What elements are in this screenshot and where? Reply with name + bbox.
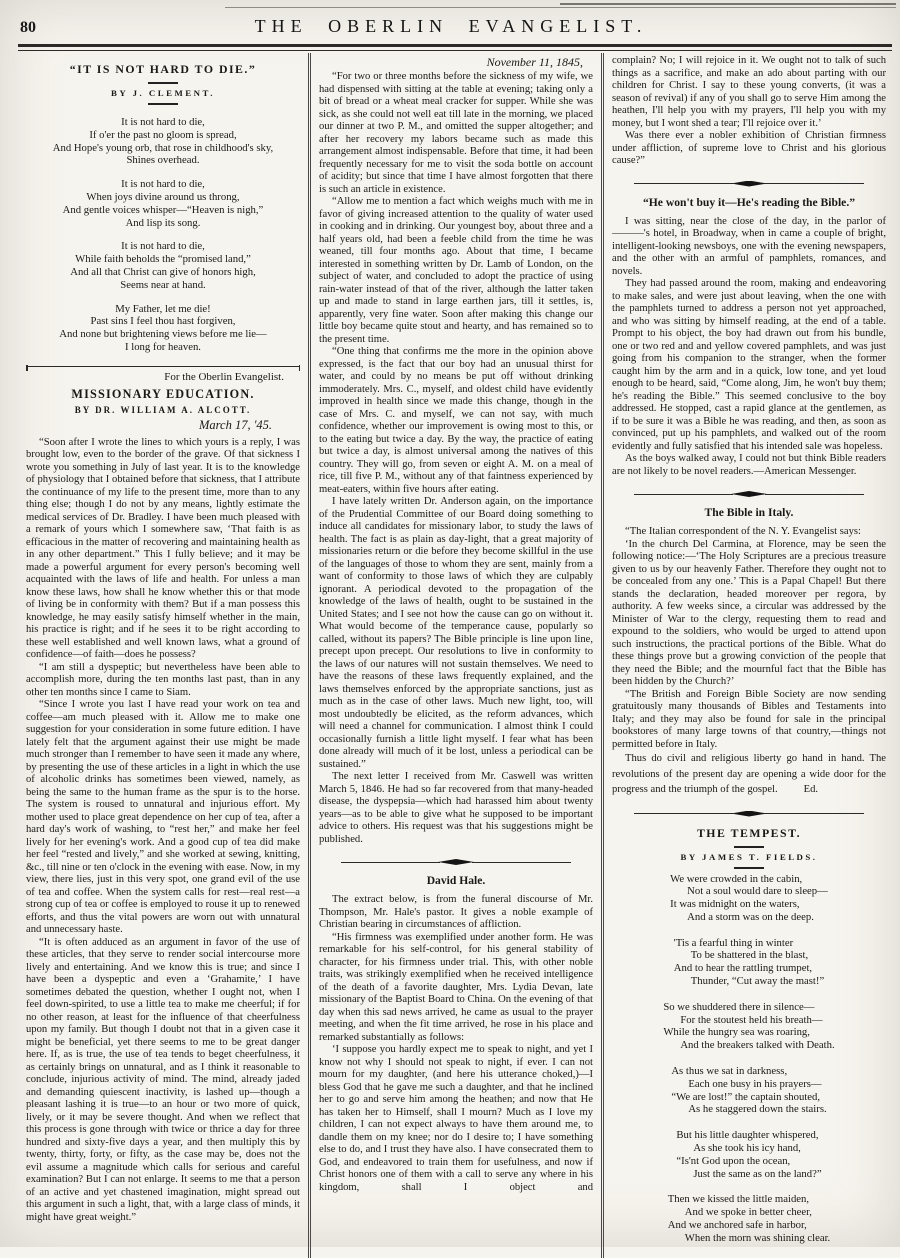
tempest-title: THE TEMPEST.: [696, 825, 802, 840]
poem-line: I long for heaven.: [125, 340, 201, 353]
poem-line: Seems near at hand.: [120, 278, 206, 291]
poem-line: While the hungry sea was roaring,: [663, 1026, 810, 1039]
poem-stanza: [676, 1129, 821, 1180]
poem-line: But his little daughter whispered,: [676, 1129, 819, 1142]
tempest-byline: BY JAMES T. FIELDS.: [680, 851, 818, 862]
paragraph: ‘I suppose you hardly expect me to speak to night, and yet I know not why I should not speak to night, if ever. I can not mourn for my daughter, (and here his utterance choked,)—I bless God that he gave me such a daughter, and that he inclined her to go and serve him among the heathen; and now that He has taken her to Himself, shall I mourn? Much as I love my children, I can not expect always to have them around me, to dandle them on my knee; nor do I desire to; I have something else to do, and I trust they have also. I have consecrated them to God, and endeavored to train them for usefulness, and now if Christ honors one of them with a call to serve any where in his kingdom, shall I object and: [319, 1044, 593, 1193]
bible-in-italy-title: The Bible in Italy.: [704, 506, 794, 519]
poem-line: And to hear the rattling trumpet,: [673, 962, 813, 975]
page-number: 80: [20, 19, 36, 36]
diamond-ornament-icon: [731, 811, 767, 817]
paragraph: “Allow me to mention a fact which weighs much with me in favor of giving increased attention to the quality of water used in cooking and in drinking. Our youngest boy, about three and a half years old, had been a feeble child from the time he was weaned, till four months ago. About that time, I became interested in something written by Dr. Lamb of London, on the subject of water, and concluded to adopt the practice of using rain-water instead of that of the river, although the latter taken up and made to stand in large earthen jars, till it settles, is, apparently, very fine water. Soon after making this change our little boy became quite stout and hearty, and has remained so to the present time.: [319, 196, 593, 345]
paragraph: “Soon after I wrote the lines to which yours is a reply, I was brought low, even to the border of the grave. Of that sickness I wrote you something in July of last year. It is to the knowledge of physiology that I obtained before that sickness, that I attribute the continuance of my life to the present time, more than to any thing else; though I do not by any means, lightly estimate the medical services of Dr. Bradley. I have been much pleased with a remark of yours which I somewhere saw, ‘That faith is as efficacious in the matter of recovering and maintaining health as in any other department.” This I fully believe; and it may be made a powerful argument for every person's becoming well acquainted with the laws of life and health. For unless a man know these laws, how shall he know whether this or that mode of living be in conformity with them? But if a man possess this knowledge, he may easily satisfy himself whether in the main, his practice is right; and if he sees it to be right according to these well established and well known laws, what a ground of confidence—of faith—does he possess?: [26, 436, 300, 661]
poem-stanza: [663, 1001, 834, 1052]
paragraph: As the boys walked away, I could not but think Bible readers are not likely to be novel readers.—American Messenger.: [612, 453, 886, 477]
david-hale-title: David Hale.: [426, 874, 486, 887]
paragraph: “One thing that confirms me the more in the opinion above expressed, is the fact that our boy had an unusual thirst for water, and could by no means be put off without drinking immoderately. Mrs. C., myself, and oldest child have evidently improved in health since we made this change, though in the case of Mrs. C. and myself, we can not say, with much confidence, whether our improvement is owing most to this, or to the eating but twice a day. By the way, the practice of eating but twice a day, is almost universal among the natives of this country. They will go, from seven or eight A. M. on a meal of rice, till five P. M., without any of that faintness experienced by meat-eaters, within five hours after eating.: [319, 346, 593, 495]
poem-line: If o'er the past no gloom is spread,: [89, 128, 237, 141]
short-rule: [148, 103, 178, 105]
paragraph: “The Italian correspondent of the N. Y. Evangelist says:: [625, 526, 861, 537]
paragraph: They had passed around the room, making and endeavoring to make sales, and were just about leaving, when the one with the pamphlets turned to address a person not yet approached, and who was sitting by himself reading, at the end of a table. Prompt to his object, the boy had drawn out from his bundle, one or two red and and yellow covered pamphlets, and was just going from his companion to the stranger, when the former caught him by the arm and in a quick, low tone, and yet loud enough to be heard, said, “Come along, Jim, he won't buy them; he's reading the Bible.” This seemed conclusive to the boy addressed. He stopped, cast a rapid glance at the gentlemen, as if to be sure it was a Bible he was reading, and then, as soon as convinced, put up his pamphlets, and walked out of the room evidently and fully satisfied that his intended sale was hopeless.: [612, 278, 886, 452]
column-1: [18, 53, 308, 1258]
article-title: MISSIONARY EDUCATION.: [71, 386, 255, 401]
he-wont-buy-it-body: [612, 216, 886, 479]
poem-stanza: [671, 1065, 826, 1116]
poem-line: So we shuddered there in silence—: [663, 1000, 815, 1013]
poem-line: While faith beholds the “promised land,”: [75, 253, 251, 266]
poem-line: It is not hard to die,: [121, 178, 205, 191]
poem-line: “We are lost!” the captain shouted,: [671, 1090, 821, 1103]
poem-stanza: [26, 240, 300, 291]
article-attribution: For the Oberlin Evangelist.: [164, 370, 284, 383]
poem-line: When joys divine around us throng,: [86, 190, 240, 203]
page-header: [0, 0, 900, 41]
poem-line: My Father, let me die!: [115, 302, 211, 315]
poem-line: And we spoke in better cheer,: [684, 1206, 812, 1219]
poem-line: As thus we sat in darkness,: [671, 1065, 788, 1078]
poem-line: Thunder, “Cut away the mast!”: [690, 975, 825, 988]
section-divider: [634, 811, 864, 817]
paragraph: [612, 751, 886, 798]
poem-line: Each one busy in his prayers—: [688, 1077, 822, 1090]
poem-line: As she took his icy hand,: [693, 1142, 801, 1155]
poem-byline: BY J. CLEMENT.: [111, 88, 215, 98]
paragraph: “Since I wrote you last I have read your work on tea and coffee—am much pleased with it. Allow me to make one suggestion for your consideration in some future edition. I have lately felt that the argument against their use might be made much stronger than I remember to have seen it made any where, by presenting the use of these articles in a light in which the use of alcoholic drinks has sometimes been viewed, namely, as being the same to the human frame as the spur is to the horse. The system is roused to unnatural and injurious effort. My mother used to place great dependence on her cup of tea, after a hard day's work of washing, to “rest her,” and make her feel lively for her evening's work. And a good cup of tea did make her feel “rested and lively,” and she worked at sewing, knitting, &c., till nine or ten o'clock in the evening with ease. Now, in my view, there lies, just in this very spot, one grand evil of the use of tea and coffee. When the system calls for rest—real rest—a strong cup of tea or coffee is employed to rouse it up to renewed efforts, and thus the vital powers are worn out with unnatural and unnecessary haste.: [26, 699, 300, 936]
short-rule: [734, 867, 764, 869]
poem-line: Just the same as on the land?”: [693, 1167, 822, 1180]
poem-line: When the morn was shining clear.: [684, 1231, 831, 1244]
poem-line: 'Tis a fearful thing in winter: [673, 936, 794, 949]
paragraph: complain? No; I will rejoice in it. We ought not to talk of such things as a sacrifice, and make an ado about parting with our children for Christ. I say to these young converts, (it was a season of revival) if any of you shall go to serve Him among the heathen, I'll help you with my prayers, I'll help you with my money, but I wont shed a tear; I'll rejoice over it.’: [612, 55, 886, 129]
poem-line: As he staggered down the stairs.: [688, 1103, 827, 1116]
poem-the-tempest: [612, 873, 886, 1245]
poem-line: And a storm was on the deep.: [687, 910, 814, 923]
paragraph: “It is often adduced as an argument in favor of the use of these articles, that they serve to render social intercourse more lively and entertaining. And we know this is true; and since I have been a dyspeptic and even a ‘Grahamite,’ I have sometimes debated the question, whether I ought not, when I feel down-spirited, to use a little tea to make me cheerful; if for no other reason, at least for the influence of that cheerfulness upon my family. But though I doubt not that in a given case it might be beneficial, yet there seems to me to be great danger here. If, as is true, the use of tea tends to beget cheerfulness, it as certainly brings on unnatural, and as I think it reasonable to conclude, injurious activity of mind. The mind, already jaded and demanding quiescent inactivity, is lashed up—though a pleasant lashing it is true—to an hour or two more of quick, lively, or it may be severe thought. And when we reflect that this process is gone through with twice or thrice a day for three hundred and sixty-five days a year, and then multiply this by twenty, thirty, forty, or fifty, as the case may be, does not the evil assume a magnitude which calls for serious and careful examination? But I can not enlarge. It seems to me that a person of an active and yet chastened imagination, might spread out this argument in such a light, that, with a large class of minds, it might have great weight.”: [26, 936, 300, 1223]
poem-line: It is not hard to die,: [121, 240, 205, 253]
poem-line: Shines overhead.: [126, 154, 200, 167]
paragraph: “The British and Foreign Bible Society are now sending gratuitously many thousands of Bibles and Testaments into Italy; and they may also be found for sale in the principal bookstores of many large towns of that country,—things not permitted before in Italy.: [612, 688, 886, 750]
poem-stanza: [670, 873, 828, 924]
section-divider: [634, 491, 864, 497]
paragraph: The next letter I received from Mr. Caswell was written March 5, 1846. He had so far recovered from that many-headed disease, the dyspepsia—which had harassed him about twenty years—as to be able to give what he supposed to be important advice to others. His request was that his suggestions might be published.: [319, 771, 593, 845]
column-2: [308, 53, 601, 1258]
letter-continuation-body: [319, 71, 593, 846]
masthead-rule: [18, 44, 892, 51]
diamond-ornament-icon: [438, 859, 474, 865]
poem-line: And Hope's young orb, that rose in childhood's sky,: [52, 141, 274, 154]
paragraph: “I am still a dyspeptic; but nevertheless have been able to accomplish more, during the ten months last past, than in any other ten months since I came to Siam.: [26, 661, 300, 698]
poem-line: “Is'nt God upon the ocean,: [676, 1154, 791, 1167]
poem-not-hard-to-die: [26, 116, 300, 354]
poem-stanza: [668, 1193, 830, 1244]
poem-line: For the stoutest held his breath—: [680, 1013, 823, 1026]
poem-line: And gentle voices whisper—“Heaven is nigh,”: [62, 203, 264, 216]
paragraph: The extract below, is from the funeral discourse of Mr. Thompson, Mr. Hale's pastor. It gives a noble example of Christian bearing in circumstances of affliction.: [319, 894, 593, 930]
paragraph: Was there ever a nobler exhibition of Christian firmness under affliction, of supreme love to Christ and his glorious cause?”: [612, 130, 886, 166]
david-hale-body: [319, 894, 593, 1044]
paragraph: “For two or three months before the sickness of my wife, we had dispensed with sitting at the table at evening; taking only a bit of bread or a wheat meal cracker for supper. While she was sick, as she could not well eat till late in the morning, we placed our dinner at two P. M., and omitted the supper altogether; and after her recovery my labors became such as made this arrangement almost indispensable. Before that time, it had been frequently necessary for me to visit the soda bottle on account of acidity; but since that time I have almost forgotten that there is such an article in existence.: [319, 71, 593, 195]
letter-dateline: March 17, '45.: [198, 417, 272, 432]
poem-line: Not a soul would dare to sleep—: [687, 885, 828, 898]
poem-line: Then we kissed the little maiden,: [667, 1193, 810, 1206]
editor-signature: Ed.: [803, 784, 819, 795]
diamond-ornament-icon: [731, 181, 767, 187]
poem-line: And the breakers talked with Death.: [680, 1039, 835, 1052]
poem-stanza: [26, 178, 300, 229]
poem-stanza: [674, 937, 824, 988]
missionary-education-body: [26, 437, 300, 1225]
poem-stanza: [26, 303, 300, 354]
columns-container: [0, 51, 900, 1258]
poem-line: And lisp its song.: [125, 216, 201, 229]
section-divider: [634, 181, 864, 187]
he-wont-buy-it-title: “He won't buy it—He's reading the Bible.”: [642, 195, 856, 209]
poem-line: To be shattered in the blast,: [690, 949, 809, 962]
bible-in-italy-body: [612, 526, 886, 751]
article-separator-rule: [26, 366, 300, 367]
paragraph: I was sitting, near the close of the day, in the parlor of ———'s hotel, in Broadway, when in came a couple of bright, intelligent-looking newsboys, one with the evening newspapers, and the other with an armful of pamphlets, romances, and novels.: [612, 215, 886, 277]
letter-continuation-dateline: November 11, 1845,: [486, 55, 583, 69]
poem-stanza: [26, 116, 300, 167]
diamond-ornament-icon: [731, 491, 767, 497]
poem-line: It was midnight on the waters,: [670, 898, 800, 911]
poem-line: And all that Christ can give of honors high,: [70, 265, 256, 278]
paragraph: “His firmness was exemplified under another form. He was remarkable for his self-control, for his general stability of character, for his firmness under trial. This, with other noble traits, was strikingly exemplified when he received intelligence of the death of a favorite daughter, Mrs. Lydia Devan, late missionary of the Baptist Board to China. On the evening of that day when this sad news arrived, he came as usual to the prayer meeting, and when the fit time arrived, he rose in his place and remarked substantially as follows:: [319, 931, 593, 1043]
poem-line: It is not hard to die,: [121, 116, 205, 128]
section-divider: [341, 859, 571, 865]
poem-line: We were crowded in the cabin,: [670, 872, 803, 885]
masthead-title: THE OBERLIN EVANGELIST.: [254, 16, 648, 36]
short-rule: [148, 82, 178, 84]
paragraph: ‘In the church Del Carmina, at Florence, may be seen the following notice:—‘The Holy Scriptures are a precious treasure given to us by our heavenly Father. Therefore they ought not to be concealed from any one.’ This is a Papal Chapel! But there stands the declaration, headed moreover per regora, by authority. A few weeks since, a circular was addressed by the Minister of War to the clergy, requesting them to read and expound to the soldiers, who would be urged to attend upon such instructions, the practical portions of the Bible. What do these things prove but a growing conviction of the people that they need the Bible; and the mournful fact that the Bible has been hidden by the Church?’: [612, 538, 886, 687]
article-byline: BY DR. WILLIAM A. ALCOTT.: [74, 404, 252, 415]
short-rule: [734, 846, 764, 848]
paragraph: I have lately written Dr. Anderson again, on the importance of the Prudential Committee of our Board doing something to induce all candidates for missionary labor, to study the laws of health. The fact is as plain as day-light, that a great majority of missionaries return or die before they become skillful in the use of the languages of those to whom they are sent, mainly from a want of conformity to those laws of which they are culpably ignorant. A periodical devoted to the propagation of the knowledge of the laws of health, ought to be sustained in the United States; and I see not how the cause can go on without it. What would become of the temperance cause, popularly so called, without its papers? The Bible principle is line upon line, precept upon precept. Our resolutions to live in conformity to the laws of our natures will not sustain themselves. We need to have the reasons of these laws frequently explained, and the laws themselves enforced by the appropriate sanctions, just as much as in the case of other laws. Much new light, too, will most undoubtedly be elicited, as the reform advances, which will need a channel for communication. I almost think I could occasionally furnish a little light myself. I fear what has been done already will much of it be lost, unless a periodical can be sustained.”: [319, 496, 593, 770]
poem-line: And we anchored safe in harbor,: [667, 1219, 807, 1232]
poem-line: And none but brightening views before me lie—: [59, 328, 267, 341]
closing-text: Thus do civil and religious liberty go hand in hand. The revolutions of the present day are opening a wide door for the progress and the triumph of the gospel.: [612, 753, 886, 795]
poem-title: “IT IS NOT HARD TO DIE.”: [69, 62, 257, 76]
column-3: [601, 53, 894, 1258]
poem-line: Past sins I feel thou hast forgiven,: [90, 315, 236, 328]
